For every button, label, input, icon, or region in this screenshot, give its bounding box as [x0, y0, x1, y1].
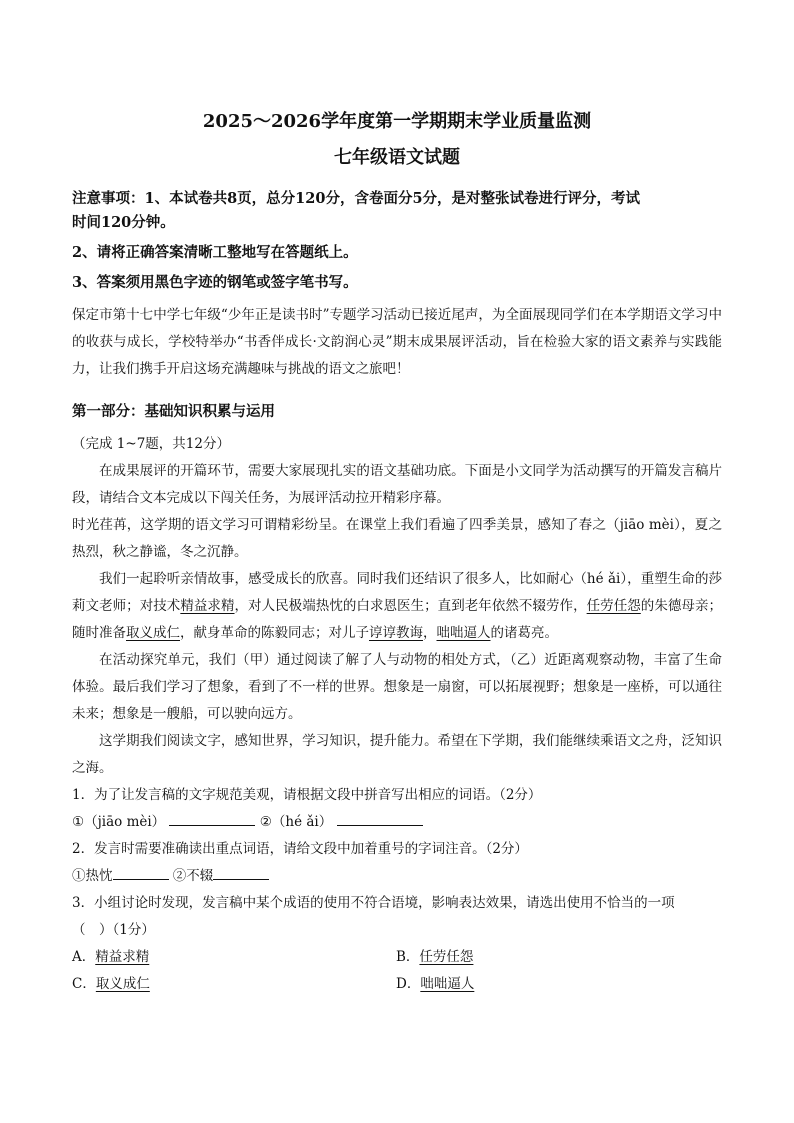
part1-paragraph-4: 在活动探究单元，我们（甲）通过阅读了解了人与动物的相处方式，（乙）近距离观察动物，丰富了生命体验。最后我们学习了想象，看到了不一样的世界。想象是一扇窗，可以拓展视野；想象是一座桥，可以通往未来；想象是一艘船，可以驶向远方。 — [72, 652, 722, 722]
question-3: 3．小组讨论时发现，发言稿中某个成语的使用不符合语境，影响表达效果，请选出使用不恰当的一项 — [72, 895, 675, 911]
options-row-2 — [72, 971, 722, 998]
q2-answer-blank-b[interactable] — [213, 865, 269, 880]
p3-text-f: 的诸葛亮。 — [490, 625, 558, 641]
option-c-text: 取义成仁 — [95, 976, 150, 992]
q1-answer-blank-b[interactable] — [337, 811, 423, 826]
question-2: 2．发言时需要准确读出重点词语，请给文段中加着重号的字词注音。（2分） — [72, 841, 528, 857]
idiom-5: 咄咄逼人 — [436, 625, 491, 641]
option-d[interactable] — [396, 971, 474, 998]
q1-item-b: ②（hé ǎi） — [259, 814, 333, 830]
part1-paragraph-3 — [72, 566, 722, 647]
notice-line-1b: 时间120分钟。 — [72, 214, 175, 231]
question-3-tail: （ ）（1分） — [72, 922, 155, 938]
q2-answer-blank-a[interactable] — [113, 865, 169, 880]
p3-text-d: ，献身革命的陈毅同志；对儿子 — [180, 625, 369, 641]
exam-page — [72, 110, 722, 998]
option-d-text: 咄咄逼人 — [420, 976, 475, 992]
idiom-3: 取义成仁 — [126, 625, 180, 641]
part1-note: （完成 1~7题，共12分） — [72, 436, 230, 452]
p3-text-a: 我们一起聆听亲情故事，感受成长的欣喜。同时我们还结识了很多人，比如耐心（hé ǎi），重塑生命的莎莉文老师；对技术 — [72, 571, 722, 614]
notice-line-3-b: 黑色字迹的钢笔或签字笔书写。 — [154, 274, 358, 291]
exam-title: 2025～2026学年度第一学期期末学业质量监测 — [202, 111, 592, 132]
notice-line-3-a: 3、答案须用 — [72, 274, 155, 291]
question-1-answers — [72, 809, 722, 836]
question-2-answers — [72, 863, 722, 890]
exam-subtitle: 七年级语文试题 — [334, 147, 460, 168]
notice-line-1: 注意事项：1、本试卷共8页，总分120分，含卷面分5分，是对整张试卷进行评分，考试 — [72, 190, 641, 207]
part1-paragraph-5: 这学期我们阅读文字，感知世界，学习知识，提升能力。希望在下学期，我们能继续乘语文之舟，泛知识之海。 — [72, 733, 722, 776]
q1-item-a: ①（jiāo mèi） — [72, 814, 166, 830]
notice-line-3 — [72, 272, 722, 294]
notice-block — [72, 188, 722, 294]
option-a-label: A． — [72, 949, 96, 965]
p3-text-c: 的朱德母亲；随时准备 — [72, 598, 723, 641]
option-b-label: B． — [396, 949, 420, 965]
question-1: 1．为了让发言稿的文字规范美观，请根据文段中拼音写出相应的词语。（2分） — [72, 787, 542, 803]
option-a-text: 精益求精 — [95, 949, 150, 965]
part1-paragraph-1: 在成果展评的开篇环节，需要大家展现扎实的语文基础功底。下面是小文同学为活动撰写的开篇发言稿片段，请结合文本完成以下闯关任务，为展评活动拉开精彩序幕。 — [72, 463, 722, 506]
idiom-4: 谆谆教诲 — [369, 625, 423, 641]
part1-paragraph-2: 时光荏苒，这学期的语文学习可谓精彩纷呈。在课堂上我们看遍了四季美景，感知了春之（jiāo mèi），夏之热烈，秋之静谧，冬之沉静。 — [72, 517, 722, 560]
option-a[interactable] — [72, 944, 149, 971]
notice-line-2: 2、请将正确答案清晰工整地写在答题纸上。 — [72, 244, 358, 261]
idiom-1: 精益求精 — [180, 598, 235, 614]
option-b-text: 任劳任怨 — [419, 949, 474, 965]
q2-item-a: ①热忱 — [72, 868, 113, 884]
q2-item-b: ②不辍 — [172, 868, 214, 884]
option-b[interactable] — [396, 944, 473, 971]
option-c[interactable] — [72, 971, 150, 998]
p3-text-b: ，对人民极端热忱的白求恩医生；直到老年依然不辍劳作， — [234, 598, 587, 614]
part1-heading: 第一部分：基础知识积累与运用 — [72, 403, 275, 420]
q1-answer-blank-a[interactable] — [169, 811, 255, 826]
intro-paragraph: 保定市第十七中学七年级“少年正是读书时”专题学习活动已接近尾声，为全面展现同学们在本学期语文学习中的收获与成长，学校特举办“书香伴成长·文韵润心灵”期末成果展评活动，旨在检验大家的语文素养与实践能力，让我们携手开启这场充满趣味与挑战的语文之旅吧！ — [72, 307, 722, 377]
p3-text-e: ， — [423, 625, 437, 641]
option-d-label: D． — [396, 976, 421, 992]
options-row-1 — [72, 944, 722, 971]
option-c-label: C． — [72, 976, 96, 992]
idiom-2: 任劳任怨 — [586, 598, 641, 614]
